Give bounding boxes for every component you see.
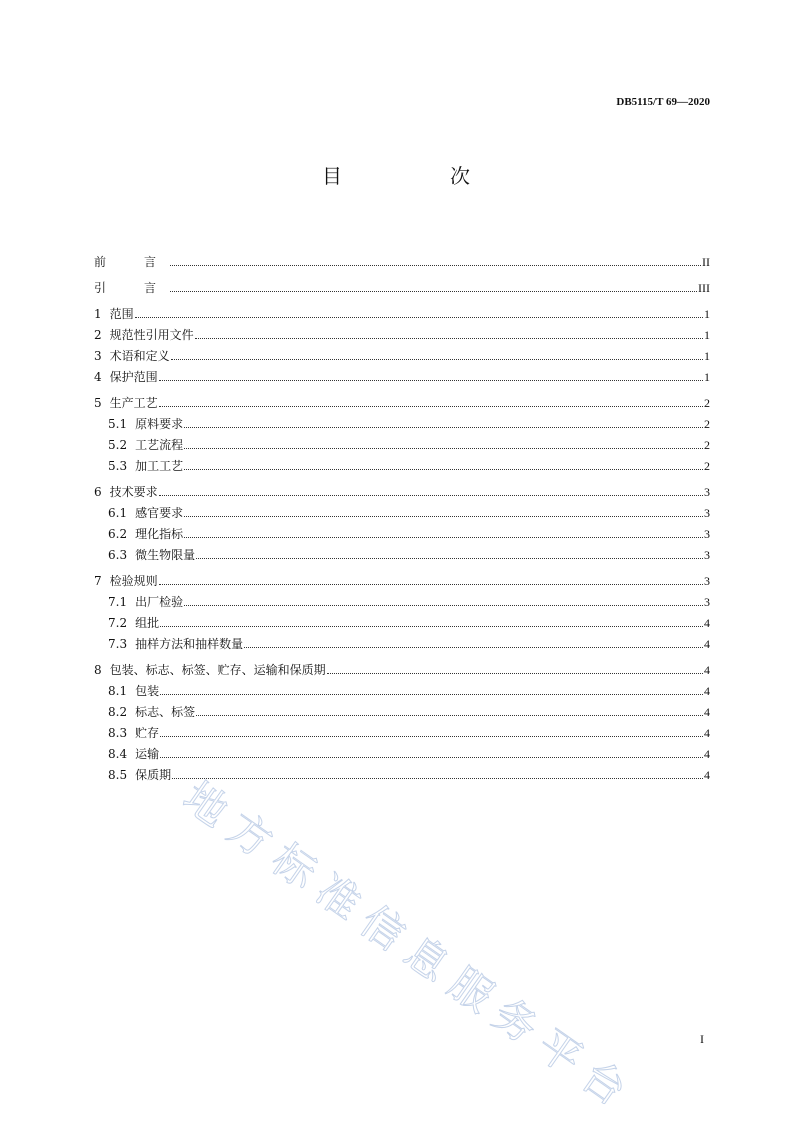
toc-item[interactable]: [94, 367, 710, 388]
toc-item-number: 7.1: [108, 595, 128, 609]
toc-item-page: 1: [704, 370, 710, 384]
toc-item-page: 4: [704, 616, 710, 630]
toc-item-title: 包装、标志、标签、贮存、运输和保质期: [109, 663, 326, 677]
toc-item-page: 3: [704, 527, 710, 541]
toc-item[interactable]: [94, 723, 710, 744]
table-of-contents: [94, 252, 710, 786]
toc-item-page: 1: [704, 307, 710, 321]
toc-item-title: 微生物限量: [135, 548, 196, 562]
toc-item[interactable]: [94, 414, 710, 435]
toc-item-number: 8.2: [108, 705, 128, 719]
toc-item-page: 4: [704, 726, 710, 740]
toc-item-number: 5.1: [108, 417, 128, 431]
toc-item-title: 贮存: [135, 726, 160, 740]
toc-item[interactable]: [94, 503, 710, 524]
toc-item-number: 6.3: [108, 548, 128, 562]
toc-dot-leader: [184, 536, 703, 538]
toc-item-title: 规范性引用文件: [109, 328, 194, 342]
toc-item[interactable]: [94, 482, 710, 503]
toc-item-number: 8.3: [108, 726, 128, 740]
toc-item-title: 保质期: [135, 768, 172, 782]
toc-item-number: 5.2: [108, 438, 128, 452]
toc-item-page: 3: [704, 506, 710, 520]
toc-item-title: 工艺流程: [135, 438, 184, 452]
toc-item-title: 运输: [135, 747, 160, 761]
toc-item[interactable]: [94, 702, 710, 723]
toc-item-number: 7.3: [108, 637, 128, 651]
toc-item[interactable]: [94, 592, 710, 613]
toc-dot-leader: [160, 756, 703, 758]
toc-item[interactable]: [94, 524, 710, 545]
toc-item-page: II: [702, 255, 710, 269]
toc-item[interactable]: [94, 660, 710, 681]
toc-dot-leader: [196, 714, 703, 716]
toc-dot-leader: [184, 447, 703, 449]
page-number: I: [700, 1032, 704, 1046]
toc-item-number: 5: [94, 396, 102, 410]
toc-item-title: 保护范围: [109, 370, 158, 384]
toc-item-title: 生产工艺: [109, 396, 158, 410]
toc-dot-leader: [170, 290, 697, 292]
toc-dot-leader: [160, 735, 703, 737]
toc-item-page: 3: [704, 595, 710, 609]
toc-dot-leader: [170, 264, 701, 266]
toc-dot-leader: [159, 494, 703, 496]
toc-item[interactable]: [94, 571, 710, 592]
watermark: 地方标准信息服务平台: [174, 771, 645, 1122]
toc-item-title: 理化指标: [135, 527, 184, 541]
toc-item-title: 术语和定义: [109, 349, 170, 363]
toc-item-title: 前 言: [94, 255, 170, 269]
toc-dot-leader: [244, 646, 703, 648]
toc-item-page: 4: [704, 684, 710, 698]
toc-item-number: 3: [94, 349, 102, 363]
toc-item[interactable]: [94, 545, 710, 566]
toc-item-number: 8.4: [108, 747, 128, 761]
toc-dot-leader: [171, 358, 703, 360]
toc-item-number: 6.2: [108, 527, 128, 541]
toc-item[interactable]: [94, 435, 710, 456]
toc-dot-leader: [172, 777, 703, 779]
toc-item-page: 4: [704, 705, 710, 719]
toc-item-page: III: [698, 281, 710, 295]
toc-item-title: 标志、标签: [135, 705, 196, 719]
toc-item-title: 加工工艺: [135, 459, 184, 473]
toc-item-page: 2: [704, 417, 710, 431]
toc-item[interactable]: [94, 325, 710, 346]
document-code: DB5115/T 69—2020: [616, 96, 710, 108]
toc-item-page: 3: [704, 548, 710, 562]
toc-dot-leader: [159, 583, 703, 585]
toc-item-number: 1: [94, 307, 102, 321]
toc-dot-leader: [184, 515, 703, 517]
toc-item[interactable]: [94, 634, 710, 655]
toc-item-page: 4: [704, 663, 710, 677]
toc-dot-leader: [184, 468, 703, 470]
toc-item[interactable]: [94, 252, 710, 273]
toc-item-title: 检验规则: [109, 574, 158, 588]
toc-item[interactable]: [94, 304, 710, 325]
toc-item-page: 1: [704, 349, 710, 363]
toc-item-page: 4: [704, 747, 710, 761]
toc-dot-leader: [196, 557, 703, 559]
toc-item-title: 引 言: [94, 281, 170, 295]
toc-item-number: 7: [94, 574, 102, 588]
toc-item-number: 6: [94, 485, 102, 499]
toc-item-title: 抽样方法和抽样数量: [135, 637, 244, 651]
toc-dot-leader: [184, 604, 703, 606]
toc-item-number: 5.3: [108, 459, 128, 473]
toc-item-page: 3: [704, 485, 710, 499]
toc-dot-leader: [184, 426, 703, 428]
toc-item-number: 8.1: [108, 684, 128, 698]
toc-item-number: 6.1: [108, 506, 128, 520]
toc-item-title: 出厂检验: [135, 595, 184, 609]
toc-item[interactable]: [94, 744, 710, 765]
toc-item-number: 4: [94, 370, 102, 384]
toc-dot-leader: [159, 405, 703, 407]
toc-item[interactable]: [94, 393, 710, 414]
toc-item[interactable]: [94, 681, 710, 702]
toc-item[interactable]: [94, 346, 710, 367]
toc-dot-leader: [135, 316, 703, 318]
toc-dot-leader: [195, 337, 703, 339]
toc-item-page: 2: [704, 459, 710, 473]
toc-item-title: 原料要求: [135, 417, 184, 431]
toc-item-page: 1: [704, 328, 710, 342]
toc-item-page: 4: [704, 768, 710, 782]
toc-item-title: 组批: [135, 616, 160, 630]
toc-item-page: 2: [704, 396, 710, 410]
toc-item-title: 范围: [109, 307, 134, 321]
toc-item-number: 2: [94, 328, 102, 342]
toc-dot-leader: [160, 693, 703, 695]
toc-dot-leader: [160, 625, 703, 627]
toc-item-title: 包装: [135, 684, 160, 698]
toc-item-number: 8.5: [108, 768, 128, 782]
toc-item[interactable]: [94, 765, 710, 786]
toc-dot-leader: [159, 379, 703, 381]
toc-dot-leader: [327, 672, 703, 674]
toc-item[interactable]: [94, 456, 710, 477]
page-title: 目 次: [322, 164, 514, 188]
toc-item-title: 技术要求: [109, 485, 158, 499]
toc-item[interactable]: [94, 278, 710, 299]
toc-item-title: 感官要求: [135, 506, 184, 520]
toc-item-page: 2: [704, 438, 710, 452]
toc-item-number: 8: [94, 663, 102, 677]
toc-item-page: 4: [704, 637, 710, 651]
toc-item-number: 7.2: [108, 616, 128, 630]
toc-item[interactable]: [94, 613, 710, 634]
toc-item-page: 3: [704, 574, 710, 588]
